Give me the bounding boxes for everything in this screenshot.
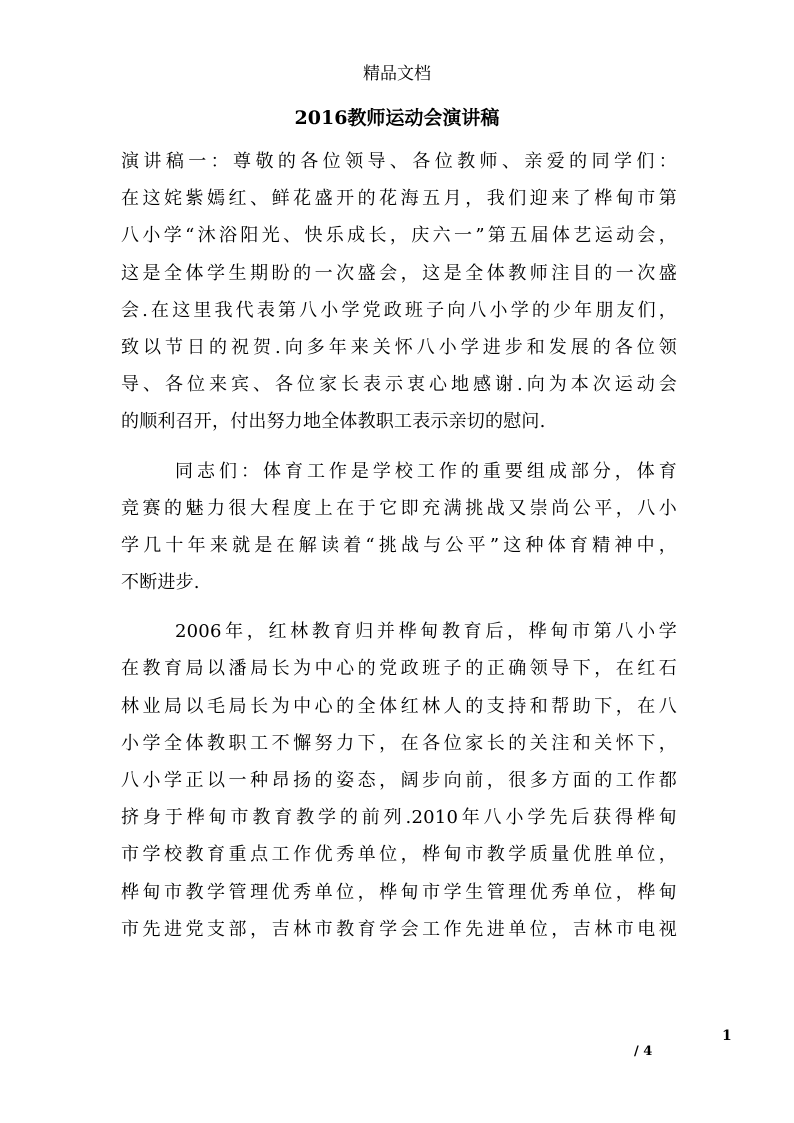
text-line: 学几十年来就是在解读着“挑战与公平”这种体育精神中， [121, 534, 677, 556]
text-line: 八小学正以一种昂扬的姿态，阔步向前，很多方面的工作都 [121, 770, 677, 791]
text-line: 林业局以毛局长为中心的全体红林人的支持和帮助下，在八 [121, 695, 677, 717]
text-line: 桦甸市教学管理优秀单位，桦甸市学生管理优秀单位，桦甸 [121, 881, 677, 903]
text-line: 市学校教育重点工作优秀单位，桦甸市教学质量优胜单位， [121, 844, 677, 866]
page-number: 1 [722, 1028, 732, 1044]
text-line: 2006年，红林教育归并桦甸教育后，桦甸市第八小学 [175, 621, 677, 643]
page-total: / 4 [634, 1044, 653, 1059]
text-line: 在教育局以潘局长为中心的党政班子的正确领导下，在红石 [121, 658, 677, 680]
document-header: 精品文档 [363, 64, 431, 84]
text-line: 同志们：体育工作是学校工作的重要组成部分，体育 [175, 460, 677, 482]
text-line: 这是全体学生期盼的一次盛会，这是全体教师注目的一次盛 [121, 262, 677, 284]
text-line: 挤身于桦甸市教育教学的前列.2010年八小学先后获得桦甸 [121, 807, 677, 829]
text-line: 导、各位来宾、各位家长表示衷心地感谢.向为本次运动会 [121, 374, 677, 396]
document-body [121, 143, 677, 948]
text-line: 在这姹紫嫣红、鲜花盛开的花海五月，我们迎来了桦甸市第 [121, 188, 677, 210]
text-line: 的顺利召开，付出努力地全体教职工表示亲切的慰问. [121, 411, 546, 433]
paragraph-gap [121, 601, 677, 613]
text-line: 八小学“沐浴阳光、快乐成长，庆六一”第五届体艺运动会， [121, 225, 677, 247]
text-line: 不断进步. [121, 572, 200, 594]
text-line: 演讲稿一：尊敬的各位领导、各位教师、亲爱的同学们： [121, 151, 677, 172]
text-line: 市先进党支部，吉林市教育学会工作先进单位，吉林市电视 [121, 918, 677, 940]
text-line: 小学全体教职工不懈努力下，在各位家长的关注和关怀下， [121, 732, 677, 754]
document-title: 2016教师运动会演讲稿 [294, 107, 500, 129]
text-line: 会.在这里我代表第八小学党政班子向八小学的少年朋友们， [121, 299, 677, 321]
paragraph-gap [121, 441, 677, 453]
text-line: 致以节日的祝贺.向多年来关怀八小学进步和发展的各位领 [121, 336, 677, 358]
text-line: 竞赛的魅力很大程度上在于它即充满挑战又崇尚公平，八小 [121, 497, 677, 519]
